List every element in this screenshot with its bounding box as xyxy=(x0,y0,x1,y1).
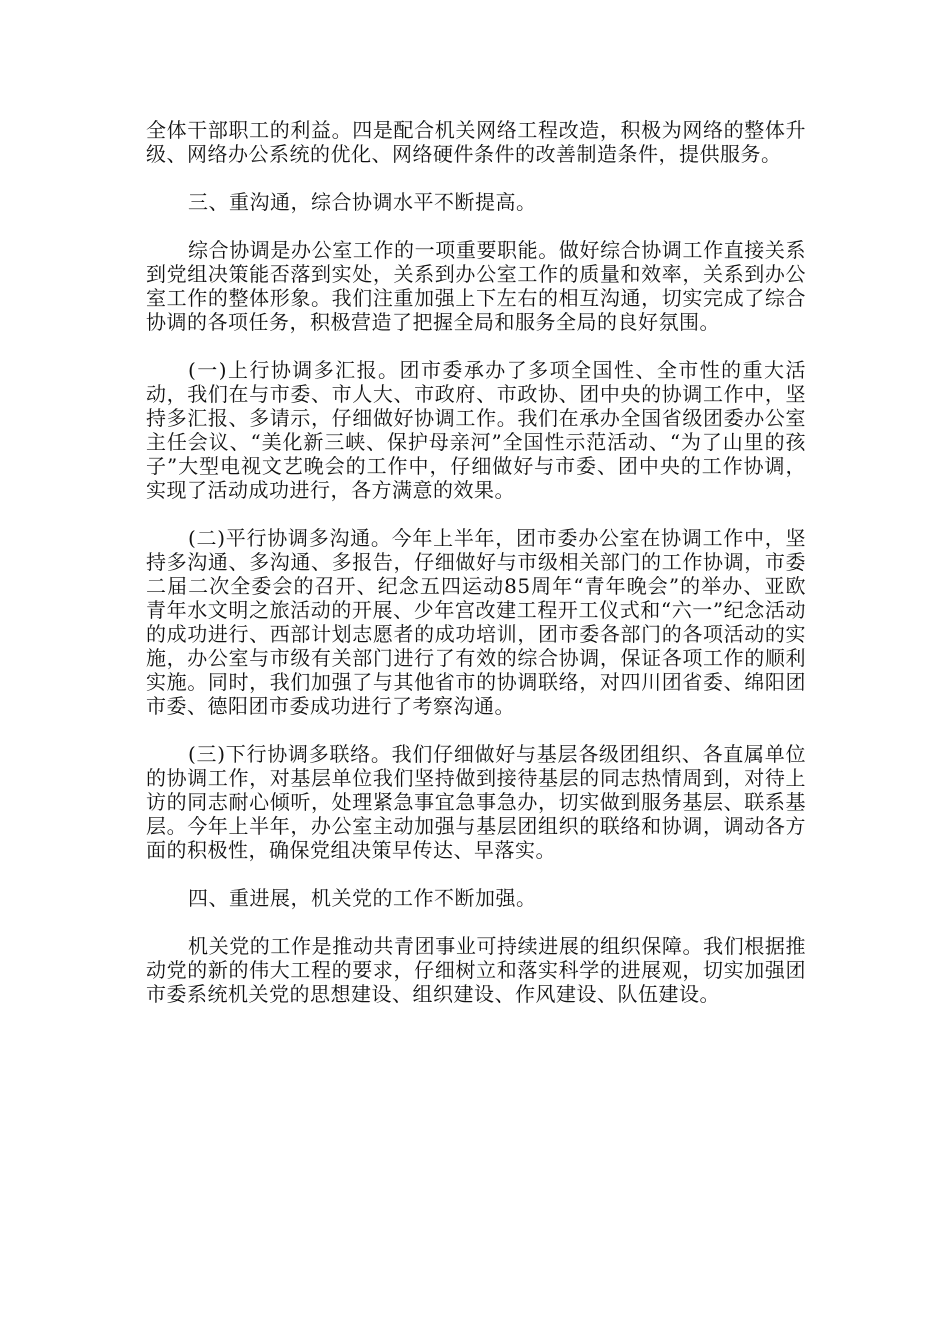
paragraph-coordination-intro: 综合协调是办公室工作的一项重要职能。做好综合协调工作直接关系到党组决策能否落到实处，关系到办公室工作的质量和效率，关系到办公室工作的整体形象。我们注重加强上下左右的相互沟通，切实完成了综合协调的各项任务，积极营造了把握全局和服务全局的良好氛围。 xyxy=(146,238,806,334)
paragraph-downward-coordination: (三)下行协调多联络。我们仔细做好与基层各级团组织、各直属单位的协调工作，对基层单位我们坚持做到接待基层的同志热情周到，对待上访的同志耐心倾听，处理紧急事宜急事急办，切实做到服务基层、联系基层。今年上半年，办公室主动加强与基层团组织的联络和协调，调动各方面的积极性，确保党组决策早传达、早落实。 xyxy=(146,742,806,862)
section-heading-4: 四、重进展，机关党的工作不断加强。 xyxy=(188,886,537,910)
section-heading-3: 三、重沟通，综合协调水平不断提高。 xyxy=(188,190,537,214)
paragraph-parallel-coordination: (二)平行协调多沟通。今年上半年，团市委办公室在协调工作中，坚持多沟通、多沟通、多报告，仔细做好与市级相关部门的工作协调，市委二届二次全委会的召开、纪念五四运动85周年“青年晚会”的举办、亚欧青年水文明之旅活动的开展、少年宫改建工程开工仪式和“六一”纪念活动的成功进行、西部计划志愿者的成功培训，团市委各部门的各项活动的实施，办公室与市级有关部门进行了有效的综合协调，保证各项工作的顺利实施。同时，我们加强了与其他省市的协调联络，对四川团省委、绵阳团市委、德阳团市委成功进行了考察沟通。 xyxy=(146,526,806,718)
paragraph-upward-coordination: (一)上行协调多汇报。团市委承办了多项全国性、全市性的重大活动，我们在与市委、市人大、市政府、市政协、团中央的协调工作中，坚持多汇报、多请示，仔细做好协调工作。我们在承办全国省级团委办公室主任会议、“美化新三峡、保护母亲河”全国性示范活动、“为了山里的孩子”大型电视文艺晚会的工作中，仔细做好与市委、团中央的工作协调，实现了活动成功进行，各方满意的效果。 xyxy=(146,358,806,502)
paragraph-party-work: 机关党的工作是推动共青团事业可持续进展的组织保障。我们根据推动党的新的伟大工程的要求，仔细树立和落实科学的进展观，切实加强团市委系统机关党的思想建设、组织建设、作风建设、队伍建设。 xyxy=(146,934,806,1006)
paragraph-continued: 全体干部职工的利益。四是配合机关网络工程改造，积极为网络的整体升级、网络办公系统的优化、网络硬件条件的改善制造条件，提供服务。 xyxy=(146,118,806,166)
document-page xyxy=(146,118,806,1006)
